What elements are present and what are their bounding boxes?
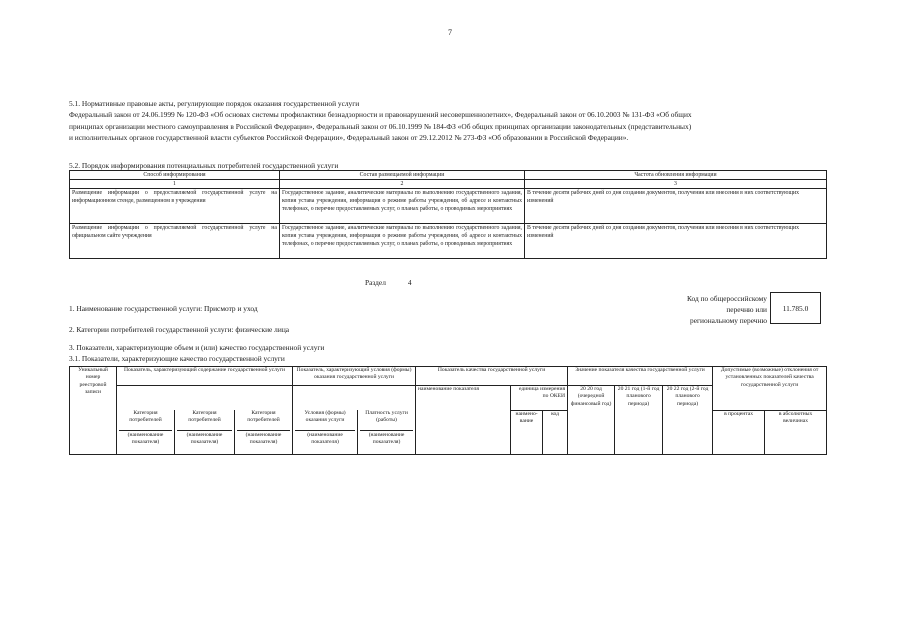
info-method: Размещение информации о предоставляемой государственной услуге на официальном сайте учреждения [70, 224, 280, 259]
okved-label [672, 293, 767, 326]
payment-label: Платность услуги (работы) [365, 410, 408, 424]
column-number: 1 [70, 180, 280, 189]
information-table [69, 170, 827, 259]
category-column [235, 410, 293, 455]
indicator-name-caption: (наименование показателя) [177, 430, 232, 447]
year-header-current: 20 20 год (очередной финансовый год) [568, 386, 615, 455]
content-group-header: Показатель, характеризующий содержание государственной услуги [117, 367, 293, 386]
indicators-heading: 3. Показатели, характеризующие объем и (или) качество государственной услуги [69, 343, 325, 352]
header-content: Состав размещаемой информации [280, 171, 525, 180]
info-method: Размещение информации о предоставляемой государственной услуге на информационном стенде, размещенном в учреждении [70, 189, 280, 224]
section-5-1-heading: 5.1. Нормативные правовые акты, регулирующие порядок оказания государственной услуги [69, 99, 360, 108]
category-column [117, 410, 175, 455]
conditions-label: Условия (формы) оказания услуги [304, 410, 346, 424]
quality-indicators-table [69, 366, 827, 455]
category-label: Категория потребителей [247, 410, 280, 424]
unique-number-header: Уникальный номер реестровой записи [70, 367, 117, 455]
header-method: Способ информирования [70, 171, 280, 180]
okved-label-line: перечню или [726, 305, 767, 314]
section-5-1-line: принципах организации местного самоуправления в Российской Федерации», Федеральный закон от 06.10.1999 № 184-ФЗ «Об общих принципах организации законодательных (представительных) [69, 121, 692, 131]
year-header-plan1: 20 21 год (1-й год планового периода) [615, 386, 663, 455]
okved-label-line: региональному перечню [690, 316, 767, 325]
section-5-2-heading: 5.2. Порядок информирования потенциальных потребителей государственной услуги [69, 161, 339, 170]
year-header-plan2: 20 22 год (2-й год планового периода) [663, 386, 713, 455]
service-name: 1. Наименование государственной услуги: Присмотр и уход [69, 304, 258, 313]
absolute-header: в абсолютных величинах [765, 410, 827, 455]
info-frequency: В течение десяти рабочих дней со дня создания документов, получения или внесения в них соответствующих изменений [525, 189, 827, 224]
column-number: 3 [525, 180, 827, 189]
okved-code-box: 11.785.0 [770, 292, 821, 324]
info-frequency: В течение десяти рабочих дней со дня создания документов, получения или внесения в них соответствующих изменений [525, 224, 827, 259]
table-row [70, 189, 827, 224]
table-row [70, 224, 827, 259]
quality-group-header: Показатель качества государственной услуги [416, 367, 568, 386]
category-label: Категория потребителей [129, 410, 162, 424]
payment-column [358, 410, 416, 455]
unit-code-header: код [543, 410, 568, 455]
unit-header: единица измерения по ОКЕИ [511, 386, 568, 411]
column-number: 2 [280, 180, 525, 189]
section-number: 4 [407, 278, 412, 287]
okved-label-line: Код по общероссийскому [686, 294, 767, 303]
header-frequency: Частота обновления информации [525, 171, 827, 180]
category-label: Категория потребителей [188, 410, 221, 424]
deviation-group-header: Допустимые (возможные) отклонения от установленных показателей качества государственной услуги [713, 367, 827, 411]
indicator-name-header: наименование показателя [416, 386, 511, 455]
indicator-name-caption: (наименование показателя) [237, 430, 290, 447]
consumer-categories: 2. Категории потребителей государственной услуги: физические лица [69, 325, 290, 334]
indicator-name-caption: (наименование показателя) [360, 430, 413, 447]
section-5-1-line: Федеральный закон от 24.06.1999 № 120-ФЗ «Об основах системы профилактики безнадзорности и правонарушений несовершеннолетних», Федеральный закон от 06.10.2003 № 131-ФЗ «Об общих [69, 110, 692, 120]
conditions-group-header: Показатель, характеризующий условия (формы) оказания государственной услуги [293, 367, 416, 386]
value-group-header: Значение показателя качества государственной услуги [568, 367, 713, 386]
section-5-1 [69, 98, 839, 144]
unit-name-header: наимено-вание [511, 410, 543, 455]
conditions-column [293, 410, 358, 455]
info-content: Государственное задание, аналитические материалы по выполнению государственного задания, копия устава учреждения, информация о режиме работы учреждения, об адресе и контактных телефонах, о перечне предоставляемых услуг, о планах работы, о проводимых мероприятиях [280, 189, 525, 224]
page-number: 7 [448, 28, 452, 37]
section-5-1-line: и исполнительных органов государственной власти субъектов Российской Федерации», Федеральный закон от 29.12.2012 № 273-ФЗ «Об образовании в Российской Федерации». [69, 133, 629, 143]
indicator-name-caption: (наименование показателя) [119, 430, 172, 447]
section-label: Раздел [365, 278, 386, 287]
quality-heading: 3.1. Показатели, характеризующие качество государственной услуги [69, 354, 285, 363]
section-title [365, 278, 412, 287]
category-column [175, 410, 235, 455]
indicator-name-caption: (наименование показателя) [295, 430, 355, 447]
percent-header: в процентах [713, 410, 765, 455]
info-content: Государственное задание, аналитические материалы по выполнению государственного задания, копия устава учреждения, информация о режиме работы учреждения, об адресе и контактных телефонах, о перечне предоставляемых услуг, о планах работы, о проводимых мероприятиях [280, 224, 525, 259]
